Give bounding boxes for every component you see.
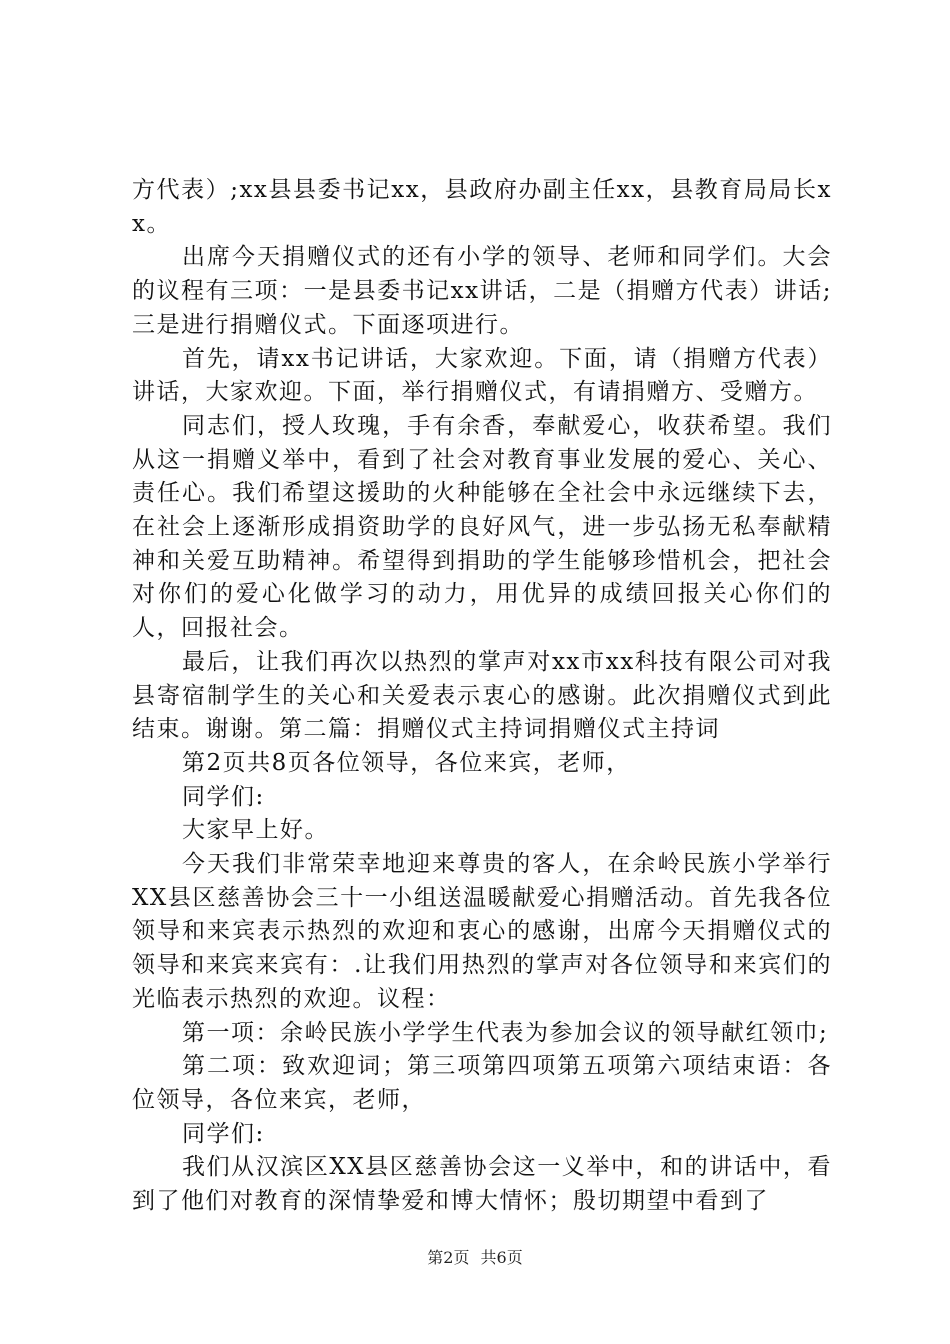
page-footer [0, 1245, 950, 1268]
paragraph: 我们从汉滨区XX县区慈善协会这一义举中，和的讲话中，看到了他们对教育的深情挚爱和博大情怀；殷切期望中看到了 [132, 1154, 832, 1215]
paragraph: 同学们: [182, 783, 265, 810]
paragraph: 大家早上好。 [182, 817, 329, 844]
page-total: 共6页 [480, 1248, 523, 1267]
paragraph: 出席今天捐赠仪式的还有小学的领导、老师和同学们。大会的议程有三项：一是县委书记xx讲话，二是（捐赠方代表）讲话;三是进行捐赠仪式。下面逐项进行。 [132, 244, 832, 338]
paragraph: 第一项：余岭民族小学学生代表为参加会议的领导献红领巾; [182, 1019, 829, 1046]
document-body [132, 174, 832, 1219]
paragraph: 最后，让我们再次以热烈的掌声对xx市xx科技有限公司对我县寄宿制学生的关心和关爱表示衷心的感谢。此次捐赠仪式到此结束。谢谢。第二篇：捐赠仪式主持词捐赠仪式主持词 [132, 648, 832, 743]
paragraph: 方代表）;xx县县委书记xx，县政府办副主任xx，县教育局局长xx。 [132, 177, 832, 237]
paragraph: 第二项：致欢迎词；第三项第四项第五项第六项结束语：各位领导，各位来宾，老师， [132, 1053, 832, 1113]
paragraph: 第2页共8页各位领导，各位来宾，老师， [182, 749, 631, 776]
paragraph: 首先，请xx书记讲话，大家欢迎。下面，请（捐赠方代表）讲话，大家欢迎。下面，举行捐赠仪式，有请捐赠方、受赠方。 [132, 345, 832, 406]
paragraph: 今天我们非常荣幸地迎来尊贵的客人，在余岭民族小学举行XX县区慈善协会三十一小组送温暖献爱心捐赠活动。首先我各位领导和来宾表示热烈的欢迎和衷心的感谢，出席今天捐赠仪式的领导和来宾来宾有：.让我们用热烈的掌声对各位领导和来宾们的光临表示热烈的欢迎。议程： [132, 851, 832, 1012]
paragraph: 同学们: [182, 1120, 265, 1147]
page-number: 第2页 [427, 1248, 470, 1267]
paragraph: 同志们，授人玫瑰，手有余香，奉献爱心，收获希望。我们从这一捐赠义举中，看到了社会对教育事业发展的爱心、关心、责任心。我们希望这援助的火种能够在全社会中永远继续下去，在社会上逐渐形成捐资助学的良好风气，进一步弘扬无私奉献精神和关爱互助精神。希望得到捐助的学生能够珍惜机会，把社会对你们的爱心化做学习的动力，用优异的成绩回报关心你们的人，回报社会。 [132, 412, 832, 642]
